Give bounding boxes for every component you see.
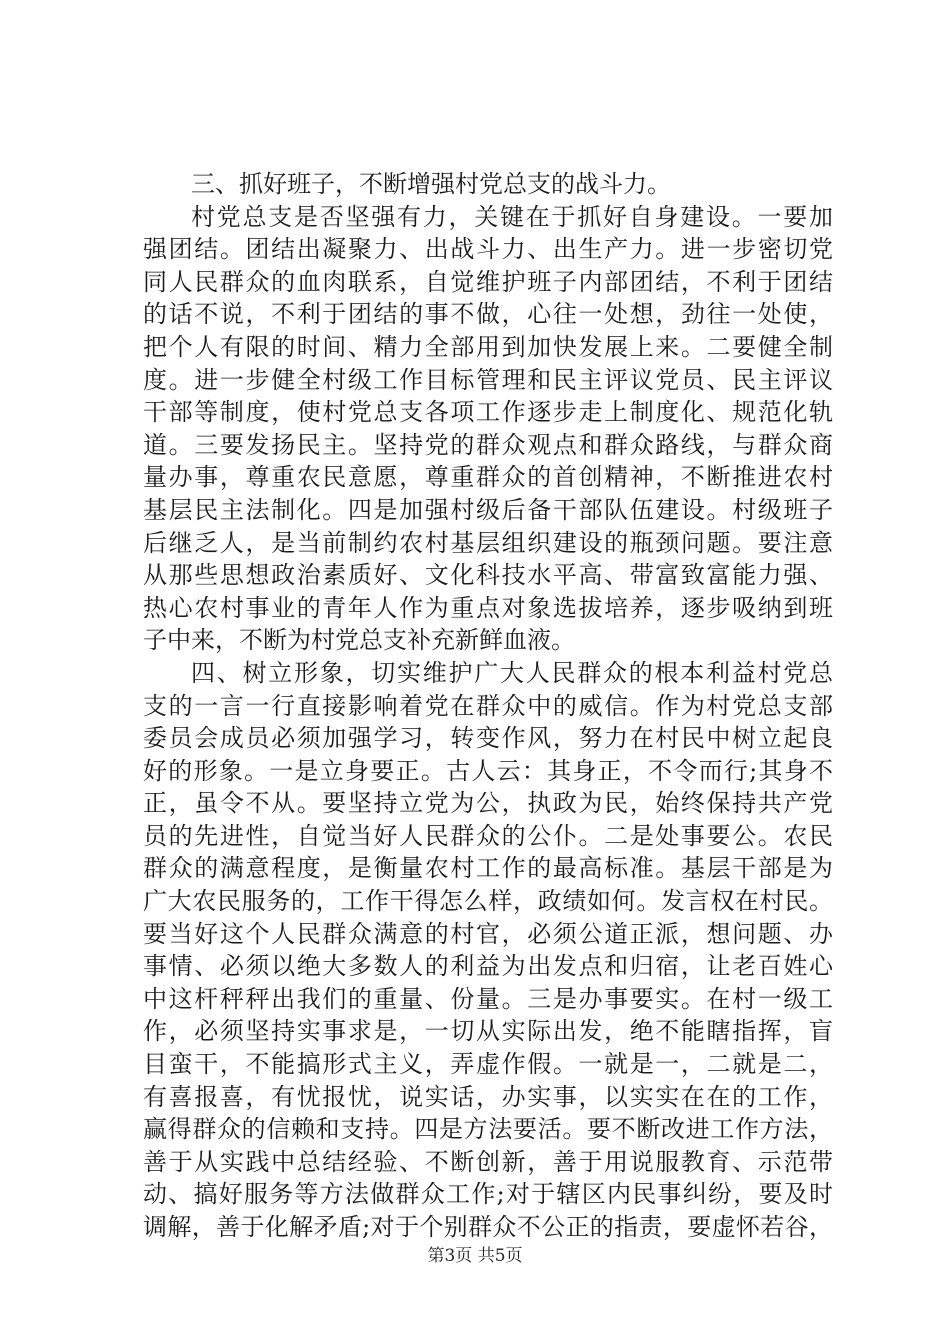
text-line: 强团结。团结出凝聚力、出战斗力、出生产力。进一步密切党: [143, 235, 833, 264]
text-line: 四、树立形象，切实维护广大人民群众的根本利益村党总: [191, 658, 833, 687]
text-line: 群众的满意程度，是衡量农村工作的最高标准。基层干部是为: [143, 854, 833, 883]
text-line: 干部等制度，使村党总支各项工作逐步走上制度化、规范化轨: [143, 398, 833, 427]
text-line: 广大农民服务的，工作干得怎么样，政绩如何。发言权在村民。: [143, 887, 833, 916]
text-line: 同人民群众的血肉联系，自觉维护班子内部团结，不利于团结: [143, 267, 833, 296]
text-line: 调解，善于化解矛盾;对于个别群众不公正的指责，要虚怀若谷，: [143, 1213, 833, 1241]
text-line: 善于从实践中总结经验、不断创新，善于用说服教育、示范带: [143, 1147, 833, 1176]
text-line: 目蛮干，不能搞形式主义，弄虚作假。一就是一，二就是二，: [143, 1050, 833, 1079]
page-footer: 第3页 共5页: [427, 1246, 523, 1266]
text-line: 三、抓好班子，不断增强村党总支的战斗力。: [191, 170, 671, 198]
text-line: 度。进一步健全村级工作目标管理和民主评议党员、民主评议: [143, 365, 833, 394]
text-line: 事情、必须以绝大多数人的利益为出发点和归宿，让老百姓心: [143, 952, 833, 981]
text-line: 员的先进性，自觉当好人民群众的公仆。二是处事要公。农民: [143, 821, 833, 850]
text-line: 量办事，尊重农民意愿，尊重群众的首创精神，不断推进农村: [143, 463, 833, 492]
text-line: 的话不说，不利于团结的事不做，心往一处想，劲往一处使，: [143, 300, 833, 329]
text-line: 作，必须坚持实事求是，一切从实际出发，绝不能瞎指挥，盲: [143, 1017, 833, 1046]
text-line: 道。三要发扬民主。坚持党的群众观点和群众路线，与群众商: [143, 430, 833, 459]
text-line: 支的一言一行直接影响着党在群众中的威信。作为村党总支部: [143, 691, 833, 720]
text-line: 后继乏人，是当前制约农村基层组织建设的瓶颈问题。要注意: [143, 528, 833, 557]
text-line: 热心农村事业的青年人作为重点对象选拔培养，逐步吸纳到班: [143, 593, 833, 622]
text-line: 村党总支是否坚强有力，关键在于抓好自身建设。一要加: [191, 202, 833, 231]
text-line: 从那些思想政治素质好、文化科技水平高、带富致富能力强、: [143, 561, 833, 590]
text-line: 子中来，不断为村党总支补充新鲜血液。: [143, 626, 575, 655]
text-line: 把个人有限的时间、精力全部用到加快发展上来。二要健全制: [143, 332, 833, 361]
text-line: 要当好这个人民群众满意的村官，必须公道正派，想问题、办: [143, 919, 833, 948]
text-line: 好的形象。一是立身要正。古人云：其身正，不令而行;其身不: [143, 756, 833, 785]
text-line: 动、搞好服务等方法做群众工作;对于辖区内民事纠纷，要及时: [143, 1180, 833, 1209]
text-line: 正，虽令不从。要坚持立党为公，执政为民，始终保持共产党: [143, 789, 833, 818]
text-line: 有喜报喜，有忧报忧，说实话，办实事，以实实在在的工作，: [143, 1082, 833, 1111]
text-line: 中这杆秤秤出我们的重量、份量。三是办事要实。在村一级工: [143, 984, 833, 1013]
text-line: 基层民主法制化。四是加强村级后备干部队伍建设。村级班子: [143, 495, 833, 524]
text-line: 赢得群众的信赖和支持。四是方法要活。要不断改进工作方法，: [143, 1115, 833, 1144]
document-body: [143, 168, 833, 1244]
text-line: 委员会成员必须加强学习，转变作风，努力在村民中树立起良: [143, 724, 833, 753]
